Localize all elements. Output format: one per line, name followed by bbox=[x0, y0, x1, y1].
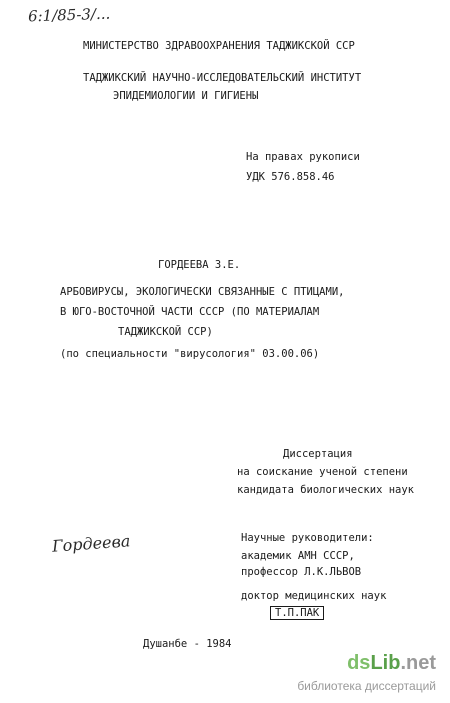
ministry-heading: МИНИСТЕРСТВО ЗДРАВООХРАНЕНИЯ ТАДЖИКСКОЙ ССР bbox=[83, 40, 355, 52]
dissertation-label: Диссертация bbox=[283, 448, 353, 460]
logo-ds: ds bbox=[347, 652, 371, 674]
supervisor2-title: доктор медицинских наук bbox=[241, 590, 387, 602]
archive-handwritten-number: 6:1/85-3/... bbox=[27, 4, 111, 26]
title-line1: АРБОВИРУСЫ, ЭКОЛОГИЧЕСКИ СВЯЗАННЫЕ С ПТИЦАМИ, bbox=[60, 286, 345, 298]
logo-lib: Lib bbox=[370, 652, 401, 674]
manuscript-rights: На правах рукописи bbox=[246, 151, 360, 163]
author-name: ГОРДЕЕВА З.Е. bbox=[158, 259, 241, 271]
supervisor1-name: профессор Л.К.ЛЬВОВ bbox=[241, 566, 362, 578]
udc-code: УДК 576.858.46 bbox=[246, 171, 335, 183]
dslib-logo bbox=[347, 652, 436, 675]
degree-line1: на соискание ученой степени bbox=[237, 466, 408, 478]
place-year: Душанбе - 1984 bbox=[143, 638, 232, 650]
logo-net: .net bbox=[400, 652, 436, 674]
degree-line2: кандидата биологических наук bbox=[237, 484, 415, 496]
institute-heading-line2: ЭПИДЕМИОЛОГИИ И ГИГИЕНЫ bbox=[113, 90, 259, 102]
specialty-line: (по специальности "вирусология" 03.00.06) bbox=[60, 348, 320, 360]
handwritten-signature: Гордеева bbox=[51, 531, 131, 556]
dslib-subtitle: библиотека диссертаций bbox=[297, 679, 436, 693]
title-line2: В ЮГО-ВОСТОЧНОЙ ЧАСТИ СССР (ПО МАТЕРИАЛАМ bbox=[60, 306, 320, 318]
supervisors-heading: Научные руководители: bbox=[241, 532, 374, 544]
title-line3: ТАДЖИКСКОЙ ССР) bbox=[118, 326, 213, 338]
supervisor2-name: Т.П.ПАК bbox=[270, 606, 324, 620]
supervisor1-title: академик АМН СССР, bbox=[241, 550, 355, 562]
institute-heading-line1: ТАДЖИКСКИЙ НАУЧНО-ИССЛЕДОВАТЕЛЬСКИЙ ИНСТИТУТ bbox=[83, 72, 362, 84]
